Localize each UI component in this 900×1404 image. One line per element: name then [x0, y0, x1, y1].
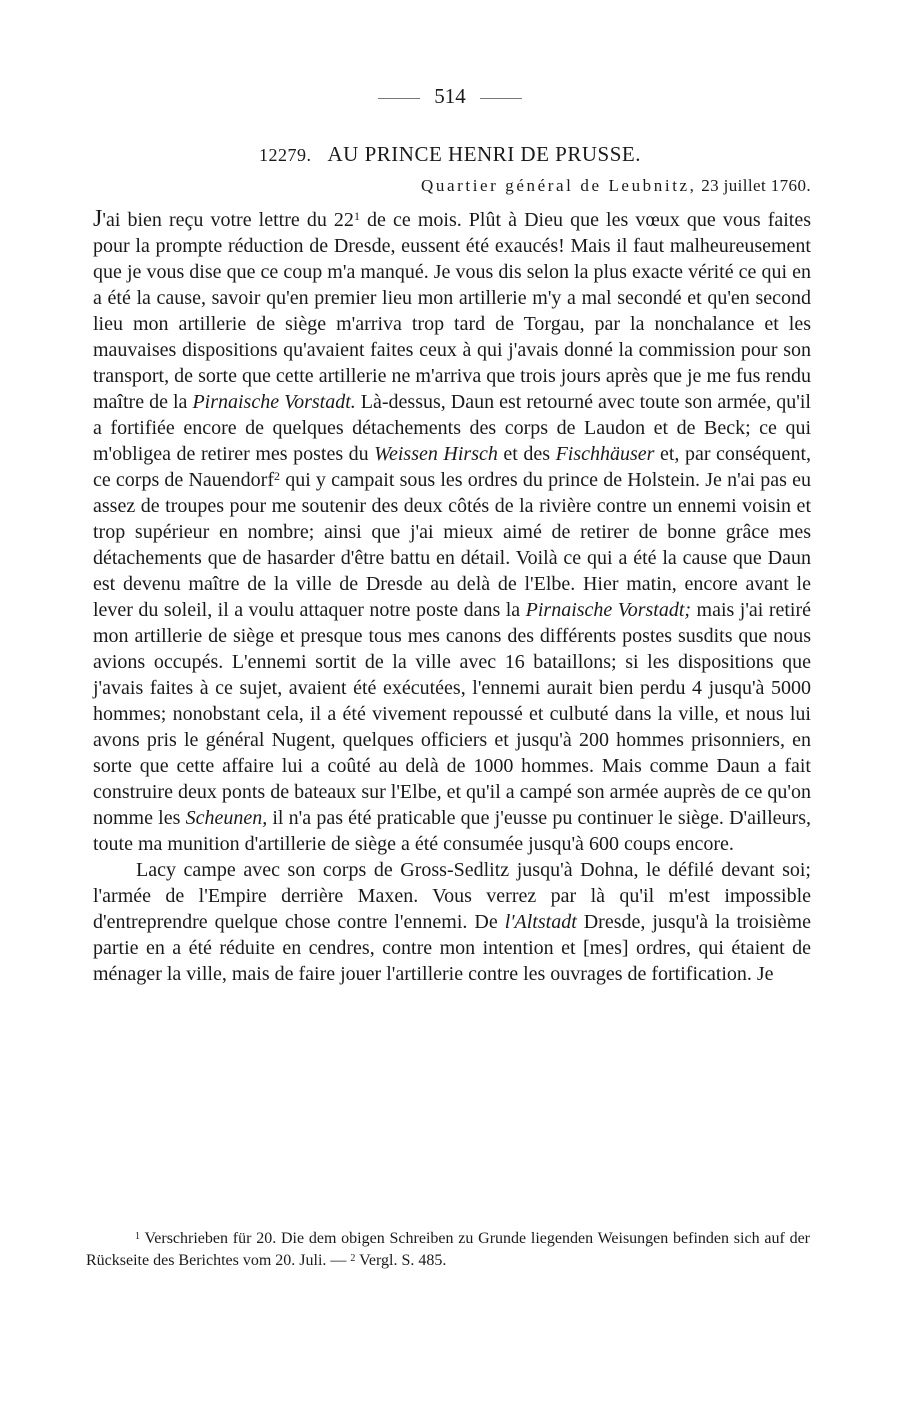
footnote-ref-1: 1: [353, 209, 360, 223]
body-paragraph-2: [93, 857, 811, 987]
text-segment: Lacy campe avec son corps de Gross-Sedlitz jusqu'à Dohna, le défilé devant soi; l'armée de l'Empire derrière Maxen. Vous verrez par là qu'il m'est impossible d'entreprendre quelque chose contre l'ennemi. De: [93, 859, 811, 933]
letter-place: Quartier général de Leubnitz,: [421, 176, 697, 195]
body-paragraph-1: [93, 206, 811, 857]
header-rule-left: [378, 98, 420, 99]
italic-term: Scheunen,: [185, 807, 268, 829]
page-header: [0, 84, 900, 109]
footnote-1-text: Verschrieben für 20. Die dem obigen Schreiben zu Grunde liegenden Weisungen befinden sich auf der Rückseite des Berichtes vom 20. Juli. —: [86, 1230, 810, 1269]
footnote-block: [86, 1228, 810, 1272]
footnote-2-text: Vergl. S. 485.: [355, 1252, 447, 1269]
italic-term: Weissen Hirsch: [374, 443, 498, 465]
letter-title: AU PRINCE HENRI DE PRUSSE.: [327, 142, 641, 166]
text-segment: Dresde, jusqu'à la troisième partie en a été réduite en cendres, contre mon intention et [mes] ordres, qui étaient de ménager la ville, mais de faire jouer l'artillerie contre les ouvrages de fortification. Je: [93, 911, 811, 985]
footnote-ref-2: 2: [274, 469, 281, 483]
header-rule-right: [480, 98, 522, 99]
text-segment: mais j'ai retiré mon artillerie de siège et presque tous mes canons des différents postes susdits que nous avions occupés. L'ennemi sortit de la ville avec 16 bataillons; si les dispositions que j'avais faites à ce sujet, avaient été exécutées, l'ennemi aurait bien perdu 4 jusqu'à 5000 hommes; nonobstant cela, il a été vivement repoussé et culbuté dans la ville, et nous lui avons pris le général Nugent, quelques officiers et jusqu'à 200 hommes prisonniers, en sorte que cette affaire lui a coûté au delà de 1000 hommes. Mais comme Daun a fait construire deux ponts de bateaux sur l'Elbe, et qu'il a campé son armée auprès de ce qu'on nomme les: [93, 599, 812, 829]
text-segment: et, par conséquent, ce corps de Nauendorf: [93, 443, 811, 491]
letter-body: [93, 206, 811, 987]
text-segment: de ce mois. Plût à Dieu que les vœux que vous faites pour la prompte réduction de Dresde, eussent été exaucés! Mais il faut malheureusement que je vous dise que ce coup m'a manqué. Je vous dis selon la plus exacte vérité ce qui en a été la cause, savoir qu'en premier lieu mon artillerie m'y a mal secondé et qu'en second lieu mon artillerie de siège m'arriva trop tard de Torgau, par la nonchalance et les mauvaises dispositions qu'avaient faites ceux à qui j'avais donné la commission pour son transport, de sorte que cette artillerie ne m'arriva que trois jours après que je me fus rendu maître de la: [93, 209, 812, 413]
footnote-mark-1: 1: [135, 1231, 140, 1242]
footnotes: [86, 1228, 810, 1272]
text-segment: qui y campait sous les ordres du prince de Holstein. Je n'ai pas eu assez de troupes pour me soutenir des deux côtés de la rivière contre un ennemi voisin et trop supérieur en nombre; ainsi que j'ai mieux aimé de retirer de bonne grâce mes détachements que de hasarder d'être battu en détail. Voilà ce qui a été la cause que Daun est devenu maître de la ville de Dresde au delà de l'Elbe. Hier matin, encore avant le lever du soleil, il a voulu attaquer notre poste dans la: [93, 469, 812, 621]
text-segment: et des: [497, 443, 556, 465]
text-segment: 'ai bien reçu votre lettre du 22: [102, 209, 354, 231]
footnote-mark-2: 2: [350, 1253, 356, 1264]
letter-date: 23 juillet 1760.: [701, 176, 811, 195]
italic-term: Pirnaische Vorstadt;: [525, 599, 692, 621]
initial-letter: J: [93, 206, 103, 232]
letter-dateline: [421, 176, 811, 196]
italic-term: Pirnaische Vorstadt.: [192, 391, 356, 413]
text-segment: il n'a pas été praticable que j'eusse pu continuer le siège. D'ailleurs, toute ma munition d'artillerie de siège a été consumée jusqu'à 600 coups encore.: [93, 807, 811, 855]
italic-term: l'Altstadt: [504, 911, 577, 933]
italic-term: Fischhäuser: [555, 443, 655, 465]
letter-number: 12279.: [259, 145, 312, 165]
letter-heading: [0, 142, 900, 167]
text-segment: Là-dessus, Daun est retourné avec toute son armée, qu'il a fortifiée encore de quelques détachements des corps de Laudon et de Beck; ce qui m'obligea de retirer mes postes du: [93, 391, 811, 465]
page-number: 514: [434, 84, 466, 108]
